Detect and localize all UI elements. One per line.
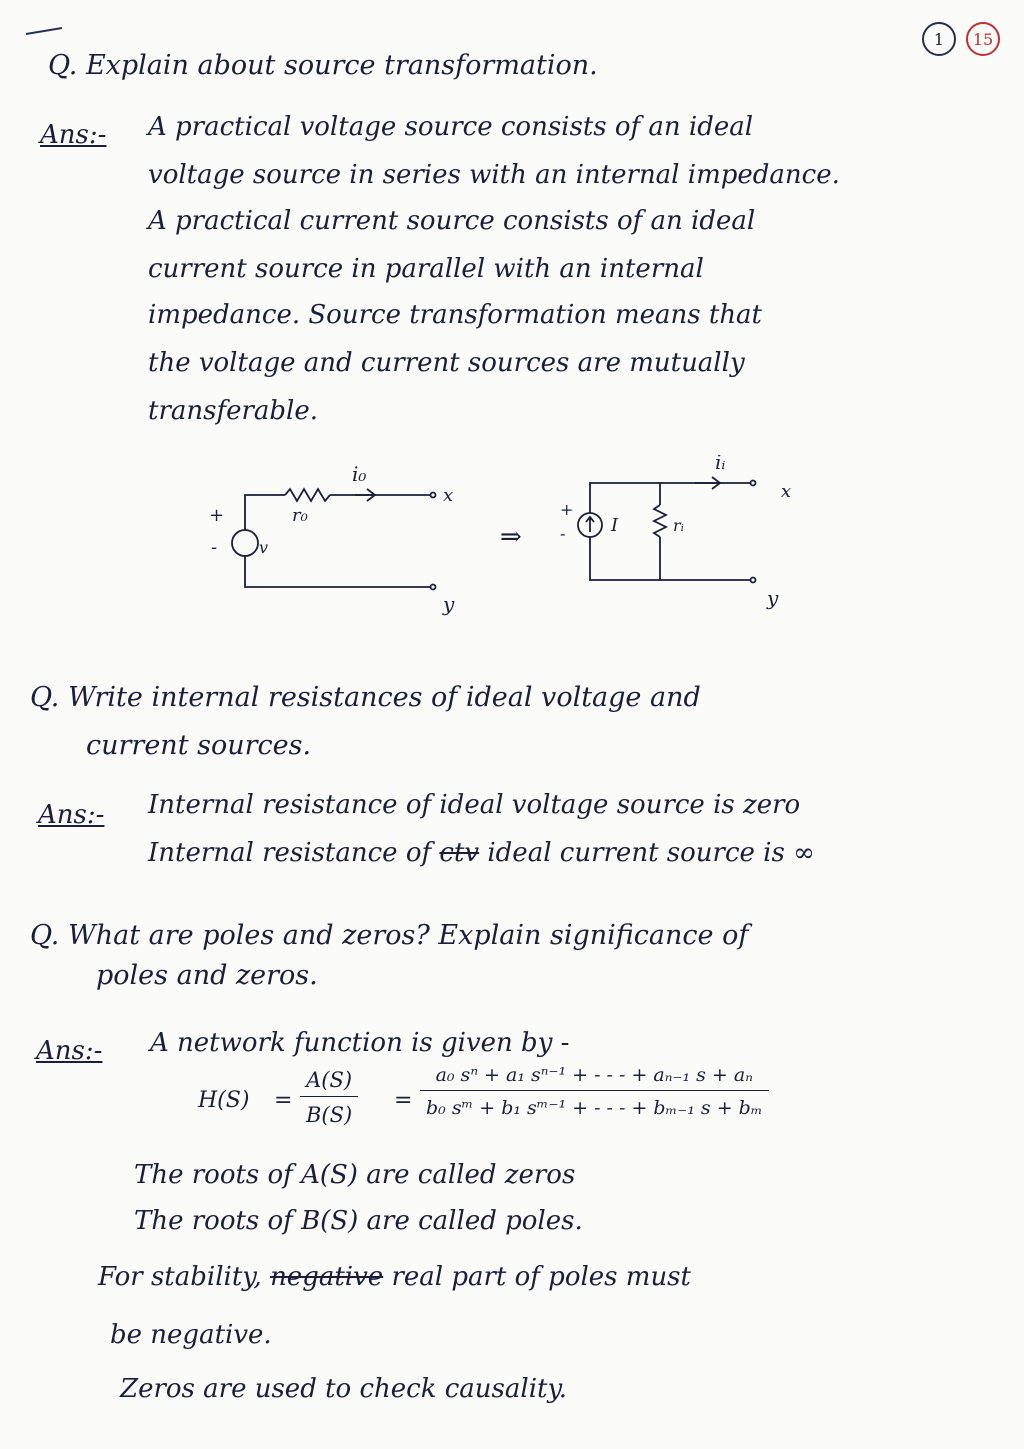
answer-label-2: Ans:-: [38, 800, 105, 830]
label-r0: r₀: [292, 505, 308, 526]
label-I: I: [611, 515, 619, 536]
source-transformation-diagram: [195, 455, 835, 630]
right-top-wire: [590, 483, 750, 513]
stability-line-2: be negative.: [110, 1320, 272, 1350]
answer-1-line-2: voltage source in series with an internal impedance.: [148, 160, 840, 190]
label-v: v: [259, 538, 269, 557]
label-plus-left: +: [209, 505, 225, 526]
resistor-r0: [285, 489, 330, 501]
sheet-number-badge: 15: [966, 22, 1000, 56]
corner-pen-mark: [24, 26, 64, 36]
right-bottom-wire: [590, 537, 750, 580]
resistor-ri: [654, 505, 666, 537]
left-bottom-wire: [245, 556, 430, 587]
terminal-x-left: [431, 493, 436, 498]
fraction-A-over-B: [300, 1068, 358, 1127]
equals-sign-2: =: [394, 1088, 413, 1113]
answer-1-line-3: A practical current source consists of an ideal: [148, 206, 756, 236]
stability-pre: For stability,: [98, 1262, 262, 1292]
terminal-y-left: [431, 585, 436, 590]
causality-line: Zeros are used to check causality.: [120, 1374, 567, 1404]
answer-2-line-1: Internal resistance of ideal voltage source is zero: [148, 790, 801, 820]
answer-2-line-2: [148, 838, 815, 868]
equals-sign-1: =: [274, 1088, 293, 1113]
struck-word: ctv: [439, 838, 480, 868]
label-y-left: y: [443, 592, 455, 616]
transfer-function-lhs: H(S): [198, 1088, 250, 1113]
question-2-line-1: Q. Write internal resistances of ideal voltage and: [30, 682, 701, 713]
label-plus-right: +: [560, 500, 574, 519]
label-ri: rᵢ: [673, 516, 684, 535]
label-y-right: y: [767, 586, 779, 610]
label-minus-left: -: [211, 537, 218, 558]
answer-1-line-7: transferable.: [148, 396, 319, 426]
answer-1-line-6: the voltage and current sources are mutually: [148, 348, 745, 378]
answer-label-1: Ans:-: [40, 120, 107, 150]
answer-1-line-5: impedance. Source transformation means that: [148, 300, 763, 330]
label-i0: i₀: [352, 462, 367, 486]
current-arrow-left: [355, 489, 375, 501]
left-top-wire: [245, 495, 285, 530]
numerator-polynomial: a₀ sⁿ + a₁ sⁿ⁻¹ + - - - + aₙ₋₁ s + aₙ: [435, 1064, 753, 1086]
fraction-polynomials: [420, 1064, 769, 1119]
transform-arrow: ⇒: [500, 522, 522, 552]
question-3-line-1: Q. What are poles and zeros? Explain significance of: [30, 920, 749, 951]
voltage-source: [232, 530, 258, 556]
label-ii: iᵢ: [715, 455, 726, 474]
stability-post: real part of poles must: [391, 1262, 691, 1292]
answer-2-line-2-pre: Internal resistance of: [148, 838, 432, 868]
denominator-polynomial: b₀ sᵐ + b₁ sᵐ⁻¹ + - - - + bₘ₋₁ s + bₘ: [420, 1090, 769, 1119]
terminal-x-right: [751, 481, 756, 486]
question-3-line-2: poles and zeros.: [96, 960, 318, 991]
fraction-A: A(S): [306, 1068, 353, 1092]
struck-negative: negative: [270, 1262, 384, 1292]
question-2-line-2: current sources.: [86, 730, 312, 761]
fraction-B: B(S): [300, 1096, 358, 1127]
page-number-badge: 1: [922, 22, 956, 56]
label-minus-right: -: [560, 524, 566, 543]
current-source-arrow: [586, 517, 594, 532]
label-x-left: x: [443, 485, 454, 506]
answer-label-3: Ans:-: [36, 1036, 103, 1066]
answer-2-line-2-post: ideal current source is ∞: [487, 838, 815, 868]
poles-definition: The roots of B(S) are called poles.: [134, 1206, 583, 1236]
answer-1-line-4: current source in parallel with an internal: [148, 254, 704, 284]
current-arrow-right: [695, 477, 720, 489]
zeros-definition: The roots of A(S) are called zeros: [134, 1160, 576, 1190]
stability-line-1: [98, 1262, 691, 1292]
question-1: Q. Explain about source transformation.: [48, 50, 598, 81]
answer-3-intro: A network function is given by -: [150, 1028, 570, 1058]
label-x-right: x: [781, 481, 792, 502]
answer-1-line-1: A practical voltage source consists of an ideal: [148, 112, 754, 142]
terminal-y-right: [751, 578, 756, 583]
